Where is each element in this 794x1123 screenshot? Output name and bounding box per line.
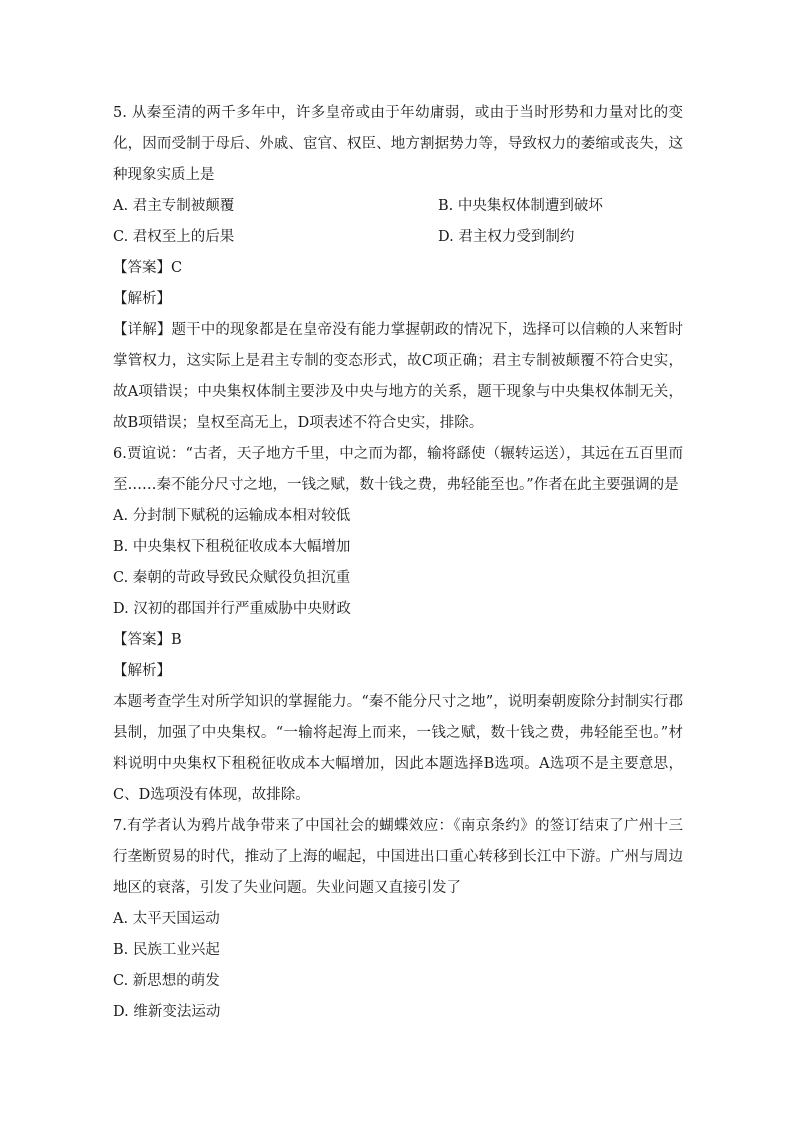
question-5-stem: 5. 从秦至清的两千多年中，许多皇帝或由于年幼庸弱，或由于当时形势和力量对比的变化，因而受制于母后、外戚、宦官、权臣、地方割据势力等，导致权力的萎缩或丧失，这种现象实质上是 — [113, 105, 683, 183]
question-5-detail: 【详解】题干中的现象都是在皇帝没有能力掌握朝政的情况下，选择可以信赖的人来暂时掌管权力，这实际上是君主专制的变态形式，故C项正确；君主专制被颠覆不符合史实，故A项错误；中央集权体制主要涉及中央与地方的关系，题干现象与中央集权体制无关，故B项错误；皇权至高无上，D项表述不符合史实，排除。 — [113, 322, 683, 431]
question-7-option-a: A. 太平天国运动 — [113, 911, 220, 927]
question-6-option-b: B. 中央集权下租税征收成本大幅增加 — [113, 539, 351, 555]
question-6-stem: 6.贾谊说：“古者，天子地方千里，中之而为都，输将繇使（辗转运送），其远在五百里而至……秦不能分尺寸之地，一钱之赋，数十钱之费，弗轻能至也。”作者在此主要强调的是 — [113, 446, 683, 493]
question-6-analysis: 本题考查学生对所学知识的掌握能力。“秦不能分尺寸之地”，说明秦朝废除分封制实行郡县制，加强了中央集权。“一输将起海上而来，一钱之赋，数十钱之费，弗轻能至也。”材料说明中央集权下租税征收成本大幅增加，因此本题选择B选项。A选项不是主要意思，C、D选项没有体现，故排除。 — [113, 694, 683, 803]
question-6-option-d: D. 汉初的郡国并行严重威胁中央财政 — [113, 601, 351, 617]
question-5-analysis-label: 【解析】 — [113, 291, 171, 307]
question-5-options-row-1 — [113, 191, 683, 222]
question-5-option-a: A. 君主专制被颠覆 — [113, 198, 235, 214]
question-5-options-row-2 — [113, 222, 683, 253]
question-5-option-d: D. 君主权力受到制约 — [438, 229, 575, 245]
document-content — [113, 98, 683, 1028]
question-6-option-c: C. 秦朝的苛政导致民众赋役负担沉重 — [113, 570, 351, 586]
question-7-option-b: B. 民族工业兴起 — [113, 942, 220, 958]
question-5-option-c: C. 君权至上的后果 — [113, 229, 235, 245]
question-6-analysis-label: 【解析】 — [113, 663, 171, 679]
question-5-answer: 【答案】C — [113, 260, 183, 276]
question-6-answer: 【答案】B — [113, 632, 182, 648]
question-7-stem: 7.有学者认为鸦片战争带来了中国社会的蝴蝶效应：《南京条约》的签订结束了广州十三行垄断贸易的时代，推动了上海的崛起，中国进出口重心转移到长江中下游。广州与周边地区的衰落，引发了失业问题。失业问题又直接引发了 — [113, 818, 683, 896]
question-5-option-b: B. 中央集权体制遭到破坏 — [438, 198, 603, 214]
question-7-option-c: C. 新思想的萌发 — [113, 973, 220, 989]
question-7-option-d: D. 维新变法运动 — [113, 1004, 221, 1020]
question-6-option-a: A. 分封制下赋税的运输成本相对较低 — [113, 508, 351, 524]
